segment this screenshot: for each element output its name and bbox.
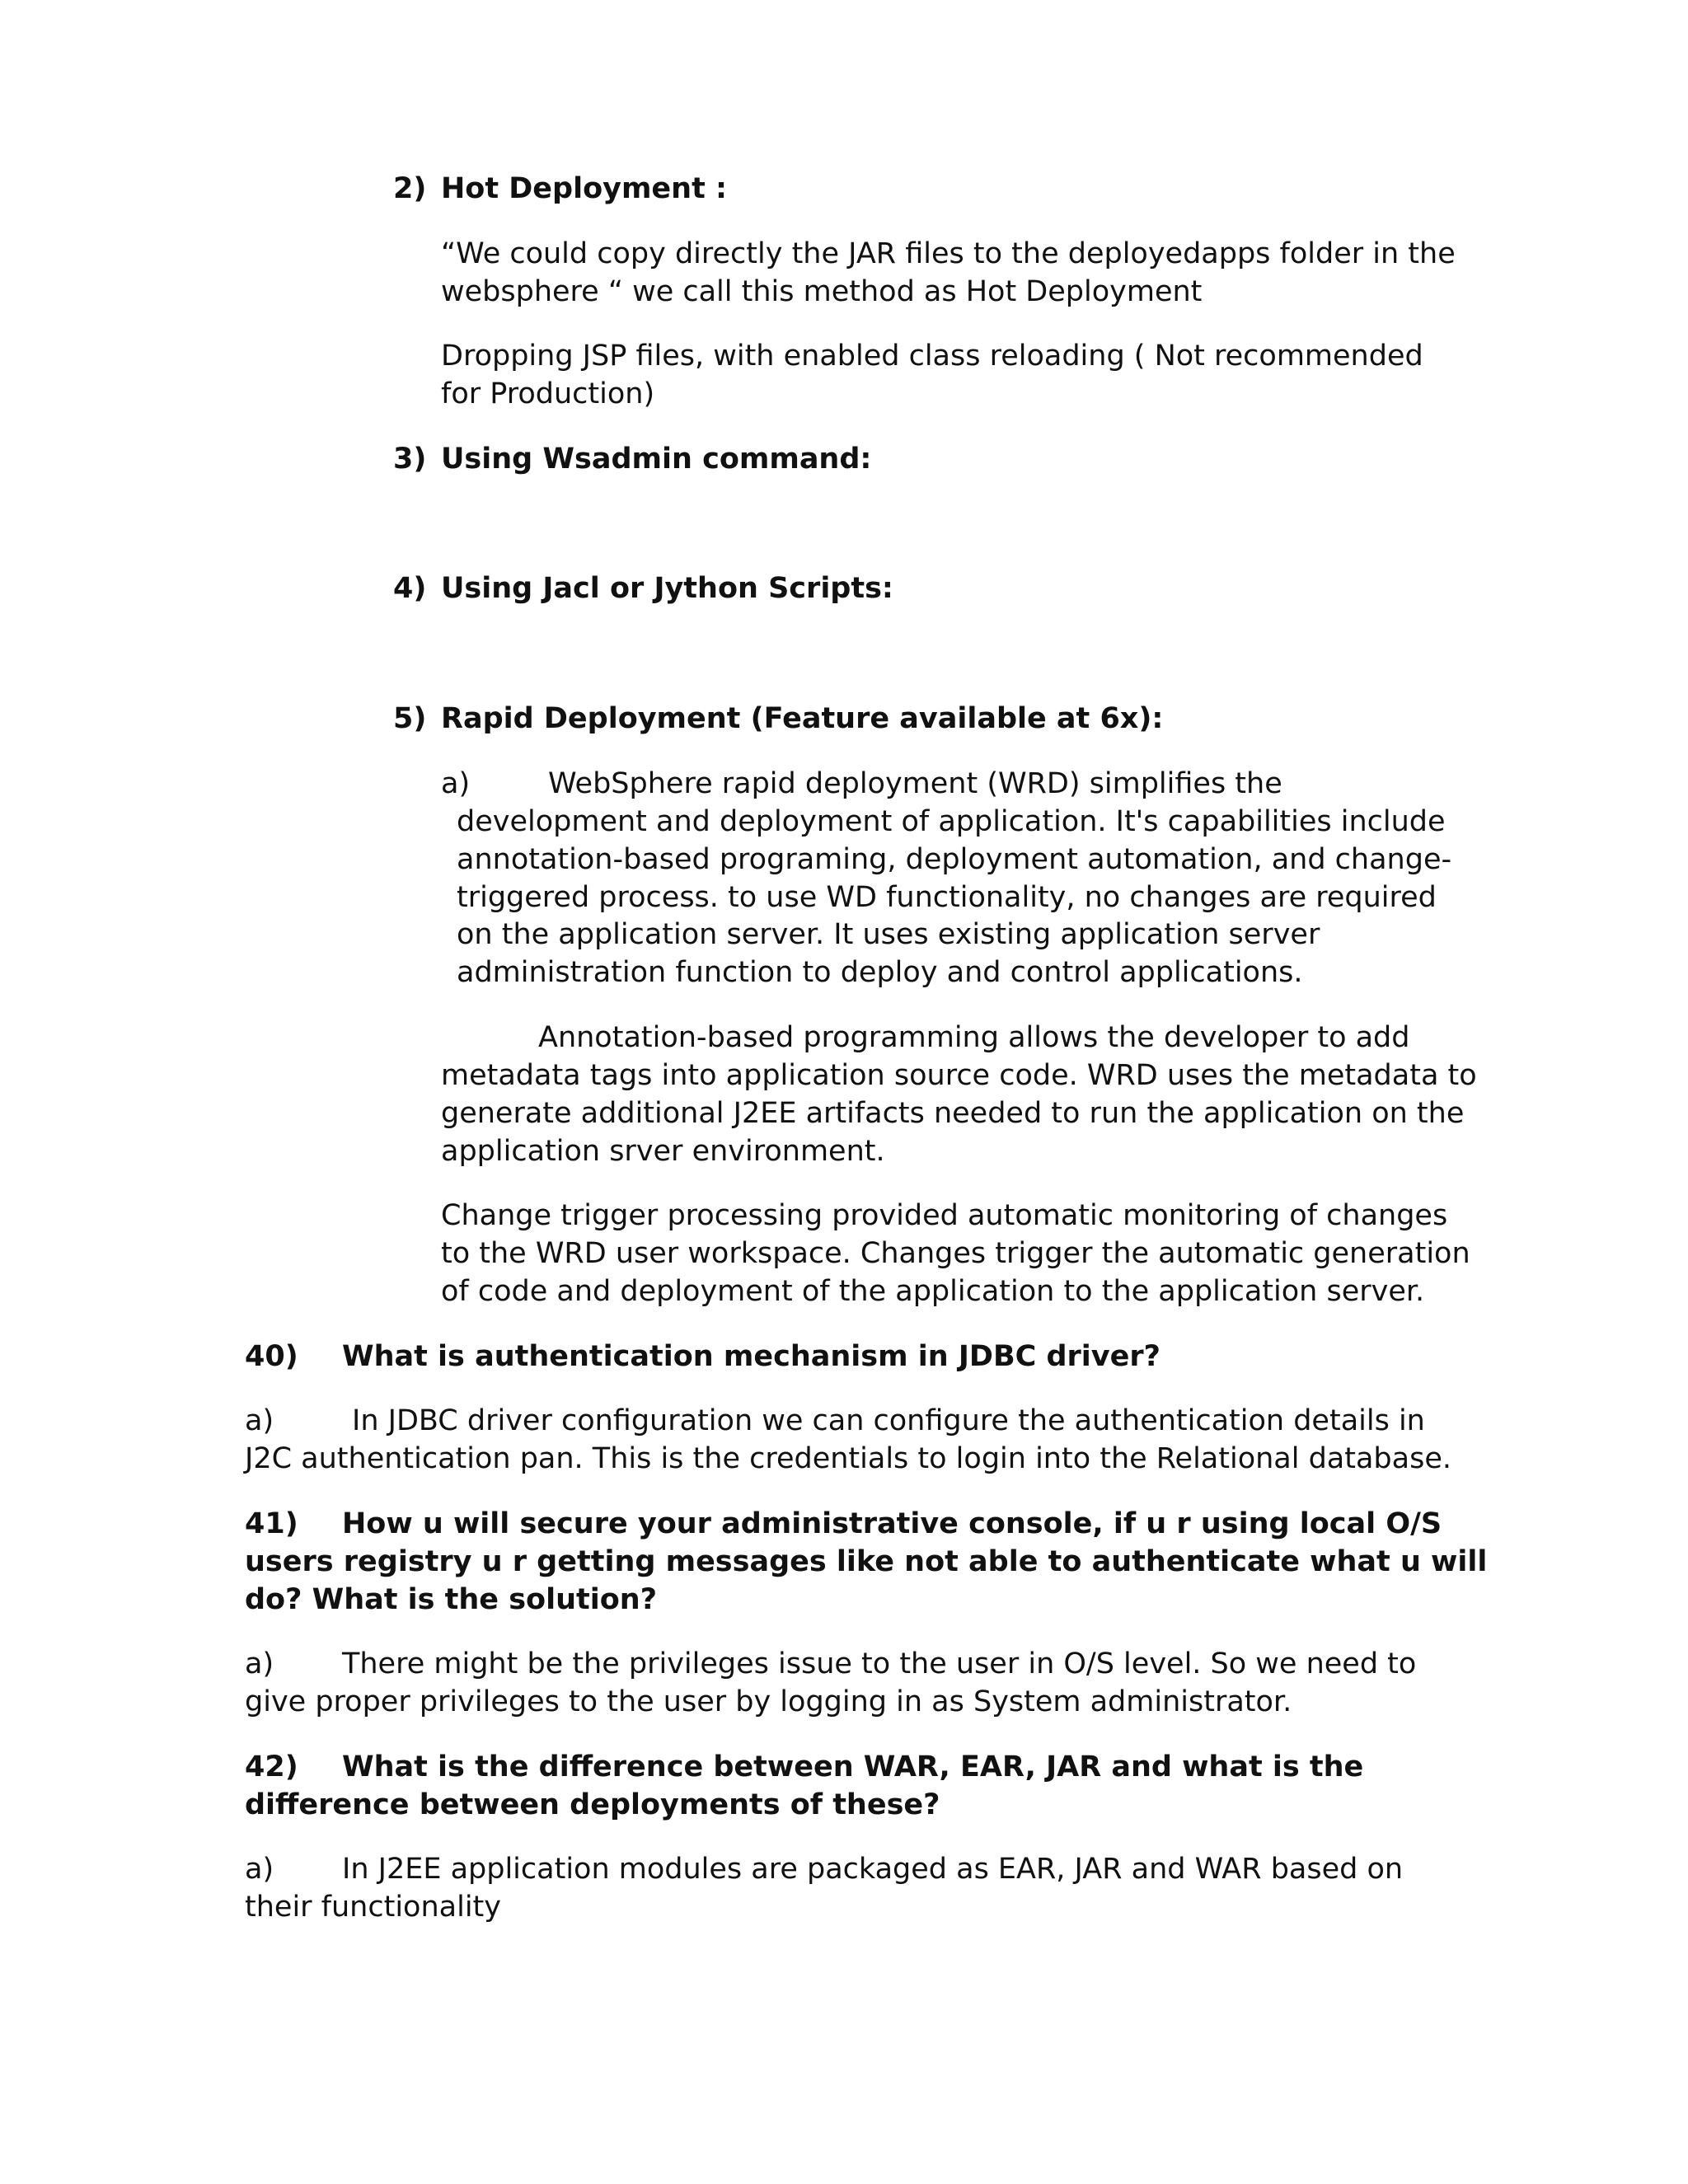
section-5-para1-line2: development and deployment of application. It's capabilities include — [457, 805, 1446, 838]
question-41-text-line2: users registry u r getting messages like not able to authenticate what u will — [245, 1545, 1488, 1578]
section-5-para3-line2: to the WRD user workspace. Changes trigger the automatic generation — [441, 1237, 1470, 1270]
section-4-heading — [393, 569, 893, 607]
question-42-heading — [245, 1748, 1364, 1786]
section-5-para1-line6: administration function to deploy and control applications. — [457, 956, 1303, 989]
section-5-marker: a) — [441, 767, 471, 800]
question-40-text: What is authentication mechanism in JDBC driver? — [342, 1340, 1160, 1373]
question-41-heading — [245, 1505, 1442, 1543]
section-2-para2-line2: for Production) — [441, 377, 655, 410]
section-5-para1-line5: on the application server. It uses existing application server — [457, 918, 1320, 951]
answer-42-line2: their functionality — [245, 1891, 501, 1924]
answer-40-marker: a) — [245, 1404, 274, 1437]
section-3-heading — [393, 440, 872, 478]
section-5-heading — [393, 700, 1164, 738]
answer-40-line1: In JDBC driver configuration we can configure the authentication details in — [352, 1404, 1425, 1437]
section-2-number: 2) — [393, 172, 427, 205]
section-5-para3-line1: Change trigger processing provided automatic monitoring of changes — [441, 1199, 1448, 1232]
section-5-number: 5) — [393, 702, 427, 735]
question-41-number: 41) — [245, 1507, 298, 1540]
answer-41-marker: a) — [245, 1647, 274, 1680]
answer-40-line2: J2C authentication pan. This is the credentials to login into the Relational database. — [245, 1442, 1451, 1475]
section-5-para2-line3: generate additional J2EE artifacts needed to run the application on the — [441, 1097, 1465, 1130]
section-5-title: Rapid Deployment (Feature available at 6x): — [441, 702, 1164, 735]
answer-41-line1: There might be the privileges issue to the user in O/S level. So we need to — [342, 1647, 1417, 1680]
question-41-text-line1: How u will secure your administrative console, if u r using local O/S — [342, 1507, 1442, 1540]
answer-42-marker: a) — [245, 1853, 274, 1886]
question-40-number: 40) — [245, 1340, 298, 1373]
section-2-heading — [393, 170, 727, 208]
question-42-text-line2: difference between deployments of these? — [245, 1788, 940, 1821]
section-5-para1-line3: annotation-based programing, deployment automation, and change- — [457, 843, 1452, 876]
answer-42-line1: In J2EE application modules are packaged as EAR, JAR and WAR based on — [342, 1853, 1404, 1886]
section-5-para2-line4: application srver environment. — [441, 1135, 885, 1168]
section-2-para1-line1: “We could copy directly the JAR files to the deployedapps folder in the — [441, 237, 1456, 270]
section-5-para1-line1: WebSphere rapid deployment (WRD) simplifies the — [548, 767, 1282, 800]
section-3-number: 3) — [393, 443, 427, 476]
section-5-para2-line2: metadata tags into application source code. WRD uses the metadata to — [441, 1059, 1477, 1092]
section-3-title: Using Wsadmin command: — [441, 443, 872, 476]
question-41-text-line3: do? What is the solution? — [245, 1583, 658, 1616]
question-42-number: 42) — [245, 1750, 298, 1783]
section-4-number: 4) — [393, 572, 427, 605]
question-42-text-line1: What is the difference between WAR, EAR, JAR and what is the — [342, 1750, 1364, 1783]
section-2-para2-line1: Dropping JSP files, with enabled class reloading ( Not recommended — [441, 340, 1423, 373]
section-5-para2-line1: Annotation-based programming allows the developer to add — [538, 1021, 1410, 1054]
section-5-para3-line3: of code and deployment of the application to the application server. — [441, 1275, 1425, 1308]
section-4-title: Using Jacl or Jython Scripts: — [441, 572, 893, 605]
question-40-heading — [245, 1338, 1160, 1376]
section-2-para1-line2: websphere “ we call this method as Hot Deployment — [441, 275, 1203, 308]
section-5-para1-line4: triggered process. to use WD functionality, no changes are required — [457, 881, 1437, 914]
section-2-title: Hot Deployment : — [441, 172, 727, 205]
answer-41-line2: give proper privileges to the user by logging in as System administrator. — [245, 1685, 1292, 1718]
